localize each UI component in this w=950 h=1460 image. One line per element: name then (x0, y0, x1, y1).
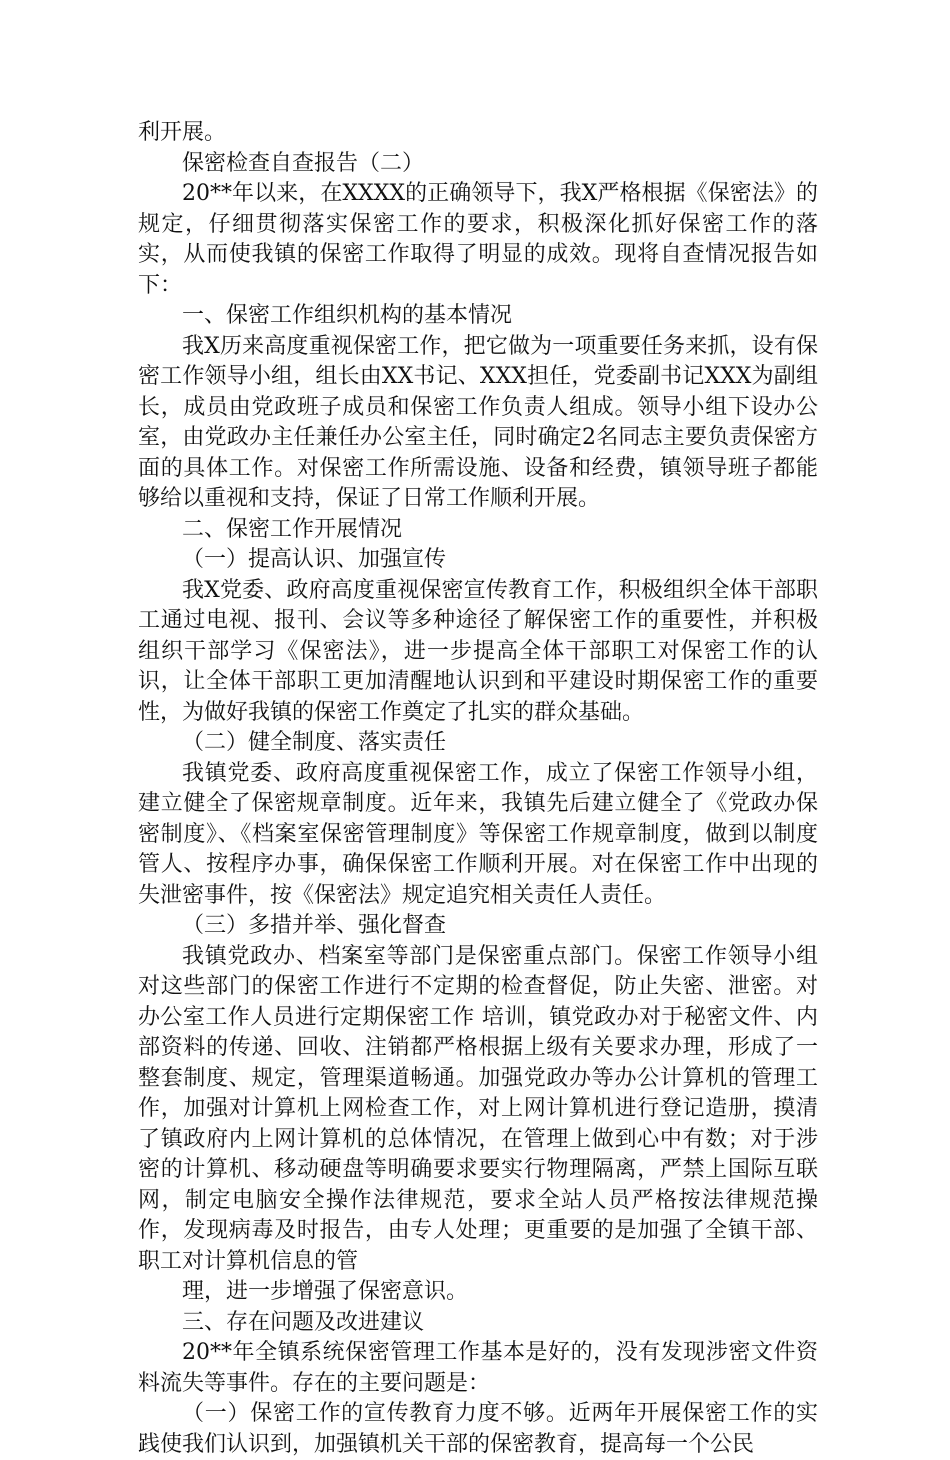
paragraph-continuation: 利开展。 (138, 120, 227, 145)
section-heading-2: 二、保密工作开展情况 (182, 516, 403, 542)
section-heading-1: 一、保密工作组织机构的基本情况 (182, 303, 513, 328)
paragraph-publicity: 我X党委、政府高度重视保密宣传教育工作，积极组织全体干部职工通过电视、报刊、会议等多种途径了解保密工作的重要性，并积极组织干部学习《保密法》，进一步提高全体干部职工对保密工作的认识，让全体干部职工更加清醒地认识到和平建设时期保密工作的重要性，为做好我镇的保密工作奠定了扎实的群众基础。 (138, 577, 818, 725)
paragraph-problem-1: （一）保密工作的宣传教育力度不够。近两年开展保密工作的实践使我们认识到，加强镇机关干部的保密教育，提高每一个公民 (138, 1401, 818, 1457)
paragraph-supervision: 我镇党政办、档案室等部门是保密重点部门。保密工作领导小组对这些部门的保密工作进行不定期的检查督促，防止失密、泄密。对办公室工作人员进行定期保密工作 培训，镇党政办对于秘密文件、内部资料的传递、回收、注销都严格根据上级有关要求办理，形成了一整套制度、规定，管理渠道畅通。加强党政办等办公计算机的管理工作，加强对计算机上网检查工作，对上网计算机进行登记造册，摸清了镇政府内上网计算机的总体情况，在管理上做到心中有数；对于涉密的计算机、移动硬盘等明确要求要实行物理隔离，严禁上国际互联网，制定电脑安全操作法律规范，要求全站人员严格按法律规范操作，发现病毒及时报告，由专人处理；更重要的是加强了全镇干部、职工对计算机信息的管 (138, 943, 818, 1274)
paragraph-organization: 我X历来高度重视保密工作，把它做为一项重要任务来抓，设有保密工作领导小组，组长由XX书记、XXX担任，党委副书记XXX为副组长，成员由党政班子成员和保密工作负责人组成。领导小组下设办公室，由党政办主任兼任办公室主任，同时确定2名同志主要负责保密方面的具体工作。对保密工作所需设施、设备和经费，镇领导班子都能够给以重视和支持，保证了日常工作顺利开展。 (138, 333, 818, 511)
paragraph-supervision-end: 理，进一步增强了保密意识。 (182, 1279, 469, 1304)
section-heading-3: 三、存在问题及改进建议 (182, 1309, 425, 1335)
paragraph-system: 我镇党委、政府高度重视保密工作，成立了保密工作领导小组，建立健全了保密规章制度。近年来，我镇先后建立健全了《党政办保密制度》、《档案室保密管理制度》等保密工作规章制度，做到以制度管人、按程序办事，确保保密工作顺利开展。对在保密工作中出现的失泄密事件，按《保密法》规定追究相关责任人责任。 (138, 760, 818, 908)
paragraph-intro: 20**年以来，在XXXX的正确领导下，我X严格根据《保密法》的规定，仔细贯彻落实保密工作的要求，积极深化抓好保密工作的落实，从而使我镇的保密工作取得了明显的成效。现将自查情况报告如下： (138, 181, 818, 298)
subsection-heading-1: （一）提高认识、加强宣传 (182, 547, 447, 572)
subsection-heading-2: （二）健全制度、落实责任 (182, 730, 447, 755)
document-body (138, 118, 818, 1460)
paragraph-problems: 20**年全镇系统保密管理工作基本是好的，没有发现涉密文件资料流失等事件。存在的主要问题是： (138, 1340, 818, 1396)
subsection-heading-3: （三）多措并举、强化督查 (182, 913, 447, 938)
report-title: 保密检查自查报告（二） (182, 150, 425, 176)
